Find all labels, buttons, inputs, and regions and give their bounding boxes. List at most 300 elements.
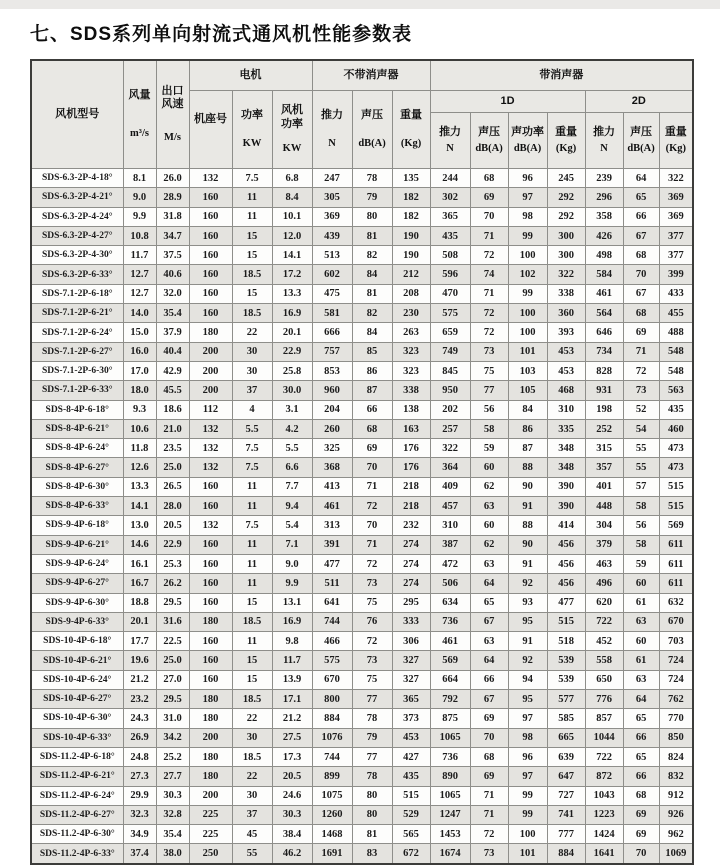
table-row bbox=[31, 825, 693, 844]
value-cell: 1065 bbox=[430, 786, 470, 805]
value-cell: 71 bbox=[470, 786, 508, 805]
value-cell: 69 bbox=[623, 825, 659, 844]
value-cell: 62 bbox=[470, 477, 508, 496]
value-cell: 365 bbox=[392, 690, 430, 709]
value-cell: 72 bbox=[470, 323, 508, 342]
col-header-weight-1d-label: 重量 bbox=[555, 125, 578, 138]
value-cell: 80 bbox=[352, 786, 392, 805]
value-cell: 138 bbox=[392, 400, 430, 419]
value-cell: 132 bbox=[189, 516, 232, 535]
table-row bbox=[31, 400, 693, 419]
value-cell: 762 bbox=[659, 690, 693, 709]
value-cell: 65 bbox=[623, 709, 659, 728]
value-cell: 5.4 bbox=[272, 516, 312, 535]
value-cell: 11.7 bbox=[272, 651, 312, 670]
value-cell: 80 bbox=[352, 207, 392, 226]
value-cell: 473 bbox=[659, 458, 693, 477]
col-header-model bbox=[31, 60, 123, 169]
value-cell: 426 bbox=[585, 226, 623, 245]
value-cell: 296 bbox=[585, 188, 623, 207]
value-cell: 475 bbox=[312, 284, 352, 303]
value-cell: 393 bbox=[547, 323, 585, 342]
value-cell: 97 bbox=[508, 188, 547, 207]
value-cell: 14.1 bbox=[123, 497, 156, 516]
value-cell: 79 bbox=[352, 188, 392, 207]
value-cell: 744 bbox=[312, 747, 352, 766]
value-cell: 29.9 bbox=[123, 786, 156, 805]
value-cell: 1043 bbox=[585, 786, 623, 805]
value-cell: 218 bbox=[392, 477, 430, 496]
table-row bbox=[31, 709, 693, 728]
value-cell: 232 bbox=[392, 516, 430, 535]
value-cell: 18.5 bbox=[232, 265, 272, 284]
value-cell: 327 bbox=[392, 670, 430, 689]
value-cell: 239 bbox=[585, 169, 623, 188]
col-header-airflow bbox=[123, 60, 156, 169]
value-cell: 71 bbox=[470, 226, 508, 245]
value-cell: 31.0 bbox=[156, 709, 189, 728]
value-cell: 508 bbox=[430, 246, 470, 265]
value-cell: 204 bbox=[312, 400, 352, 419]
value-cell: 86 bbox=[352, 361, 392, 380]
value-cell: 87 bbox=[352, 381, 392, 400]
value-cell: 72 bbox=[352, 554, 392, 573]
value-cell: 832 bbox=[659, 767, 693, 786]
value-cell: 460 bbox=[659, 419, 693, 438]
value-cell: 25.8 bbox=[272, 361, 312, 380]
value-cell: 313 bbox=[312, 516, 352, 535]
col-header-outlet-speed-label: 出口风速 bbox=[161, 84, 184, 110]
value-cell: 99 bbox=[508, 284, 547, 303]
value-cell: 23.5 bbox=[156, 439, 189, 458]
value-cell: 457 bbox=[430, 497, 470, 516]
value-cell: 7.5 bbox=[232, 169, 272, 188]
value-cell: 9.9 bbox=[123, 207, 156, 226]
value-cell: 23.2 bbox=[123, 690, 156, 709]
value-cell: 18.6 bbox=[156, 400, 189, 419]
table-row bbox=[31, 728, 693, 747]
value-cell: 132 bbox=[189, 439, 232, 458]
value-cell: 9.0 bbox=[272, 554, 312, 573]
value-cell: 64 bbox=[470, 651, 508, 670]
value-cell: 5.5 bbox=[232, 419, 272, 438]
col-header-sound-power-1d-unit: dB(A) bbox=[513, 143, 542, 155]
col-header-thrust-2d bbox=[585, 113, 623, 169]
value-cell: 455 bbox=[659, 304, 693, 323]
value-cell: 18.5 bbox=[232, 612, 272, 631]
value-cell: 65 bbox=[623, 747, 659, 766]
col-header-pressure-nosil-label: 声压 bbox=[361, 108, 384, 121]
value-cell: 70 bbox=[470, 728, 508, 747]
value-cell: 230 bbox=[392, 304, 430, 323]
value-cell: 27.0 bbox=[156, 670, 189, 689]
value-cell: 77 bbox=[352, 747, 392, 766]
value-cell: 8.1 bbox=[123, 169, 156, 188]
model-cell: SDS-7.1-2P-6-18° bbox=[31, 284, 123, 303]
value-cell: 800 bbox=[312, 690, 352, 709]
value-cell: 22 bbox=[232, 709, 272, 728]
value-cell: 736 bbox=[430, 612, 470, 631]
value-cell: 62 bbox=[470, 535, 508, 554]
model-cell: SDS-8-4P-6-21° bbox=[31, 419, 123, 438]
value-cell: 71 bbox=[470, 805, 508, 824]
value-cell: 515 bbox=[659, 497, 693, 516]
value-cell: 401 bbox=[585, 477, 623, 496]
value-cell: 18.5 bbox=[232, 690, 272, 709]
value-cell: 21.2 bbox=[123, 670, 156, 689]
value-cell: 160 bbox=[189, 535, 232, 554]
table-row bbox=[31, 342, 693, 361]
value-cell: 453 bbox=[547, 361, 585, 380]
value-cell: 724 bbox=[659, 670, 693, 689]
value-cell: 257 bbox=[430, 419, 470, 438]
model-cell: SDS-6.3-2P-4-27° bbox=[31, 226, 123, 245]
value-cell: 59 bbox=[470, 439, 508, 458]
value-cell: 6.8 bbox=[272, 169, 312, 188]
value-cell: 777 bbox=[547, 825, 585, 844]
model-cell: SDS-6.3-2P-4-18° bbox=[31, 169, 123, 188]
col-header-frame-size bbox=[189, 91, 232, 169]
value-cell: 569 bbox=[430, 651, 470, 670]
value-cell: 470 bbox=[430, 284, 470, 303]
table-row bbox=[31, 265, 693, 284]
value-cell: 180 bbox=[189, 767, 232, 786]
value-cell: 639 bbox=[547, 747, 585, 766]
value-cell: 558 bbox=[585, 651, 623, 670]
value-cell: 734 bbox=[585, 342, 623, 361]
table-row bbox=[31, 554, 693, 573]
value-cell: 22.9 bbox=[272, 342, 312, 361]
value-cell: 274 bbox=[392, 554, 430, 573]
value-cell: 30.3 bbox=[156, 786, 189, 805]
value-cell: 1044 bbox=[585, 728, 623, 747]
value-cell: 38.4 bbox=[272, 825, 312, 844]
value-cell: 539 bbox=[547, 670, 585, 689]
col-header-thrust-nosil bbox=[312, 91, 352, 169]
value-cell: 57 bbox=[623, 477, 659, 496]
value-cell: 24.3 bbox=[123, 709, 156, 728]
value-cell: 87 bbox=[508, 439, 547, 458]
value-cell: 323 bbox=[392, 361, 430, 380]
value-cell: 37 bbox=[232, 805, 272, 824]
value-cell: 100 bbox=[508, 246, 547, 265]
value-cell: 65 bbox=[623, 188, 659, 207]
value-cell: 263 bbox=[392, 323, 430, 342]
value-cell: 29.5 bbox=[156, 593, 189, 612]
value-cell: 95 bbox=[508, 690, 547, 709]
value-cell: 69 bbox=[470, 188, 508, 207]
value-cell: 292 bbox=[547, 207, 585, 226]
value-cell: 69 bbox=[470, 709, 508, 728]
value-cell: 16.1 bbox=[123, 554, 156, 573]
value-cell: 98 bbox=[508, 728, 547, 747]
value-cell: 585 bbox=[547, 709, 585, 728]
value-cell: 1260 bbox=[312, 805, 352, 824]
value-cell: 28.0 bbox=[156, 497, 189, 516]
value-cell: 96 bbox=[508, 747, 547, 766]
table-row bbox=[31, 844, 693, 864]
value-cell: 72 bbox=[470, 825, 508, 844]
value-cell: 176 bbox=[392, 458, 430, 477]
value-cell: 45 bbox=[232, 825, 272, 844]
value-cell: 4.2 bbox=[272, 419, 312, 438]
col-header-power-label: 功率 bbox=[241, 108, 263, 121]
fan-performance-table bbox=[30, 59, 694, 865]
value-cell: 15 bbox=[232, 246, 272, 265]
value-cell: 463 bbox=[585, 554, 623, 573]
value-cell: 34.9 bbox=[123, 825, 156, 844]
table-row bbox=[31, 226, 693, 245]
value-cell: 11 bbox=[232, 535, 272, 554]
value-cell: 1468 bbox=[312, 825, 352, 844]
value-cell: 11 bbox=[232, 188, 272, 207]
value-cell: 857 bbox=[585, 709, 623, 728]
value-cell: 10.6 bbox=[123, 419, 156, 438]
col-header-fan-power-unit: KW bbox=[282, 142, 302, 154]
col-header-thrust-1d bbox=[430, 113, 470, 169]
value-cell: 884 bbox=[547, 844, 585, 864]
value-cell: 466 bbox=[312, 632, 352, 651]
value-cell: 17.3 bbox=[272, 747, 312, 766]
col-header-weight-nosil-label: 重量 bbox=[400, 108, 423, 121]
value-cell: 744 bbox=[312, 612, 352, 631]
value-cell: 506 bbox=[430, 574, 470, 593]
value-cell: 34.2 bbox=[156, 728, 189, 747]
value-cell: 369 bbox=[659, 188, 693, 207]
model-cell: SDS-8-4P-6-27° bbox=[31, 458, 123, 477]
value-cell: 853 bbox=[312, 361, 352, 380]
value-cell: 208 bbox=[392, 284, 430, 303]
table-row bbox=[31, 361, 693, 380]
value-cell: 453 bbox=[392, 728, 430, 747]
value-cell: 513 bbox=[312, 246, 352, 265]
value-cell: 88 bbox=[508, 458, 547, 477]
col-header-pressure-1d-unit: dB(A) bbox=[475, 143, 503, 155]
value-cell: 103 bbox=[508, 361, 547, 380]
value-cell: 387 bbox=[430, 535, 470, 554]
value-cell: 456 bbox=[547, 554, 585, 573]
value-cell: 596 bbox=[430, 265, 470, 284]
value-cell: 56 bbox=[470, 400, 508, 419]
value-cell: 409 bbox=[430, 477, 470, 496]
value-cell: 584 bbox=[585, 265, 623, 284]
value-cell: 304 bbox=[585, 516, 623, 535]
value-cell: 770 bbox=[659, 709, 693, 728]
value-cell: 413 bbox=[312, 477, 352, 496]
value-cell: 72 bbox=[623, 361, 659, 380]
value-cell: 575 bbox=[430, 304, 470, 323]
value-cell: 60 bbox=[470, 458, 508, 477]
value-cell: 325 bbox=[312, 439, 352, 458]
value-cell: 63 bbox=[470, 554, 508, 573]
value-cell: 11 bbox=[232, 574, 272, 593]
value-cell: 647 bbox=[547, 767, 585, 786]
value-cell: 100 bbox=[508, 825, 547, 844]
value-cell: 511 bbox=[312, 574, 352, 593]
value-cell: 468 bbox=[547, 381, 585, 400]
value-cell: 6.6 bbox=[272, 458, 312, 477]
value-cell: 515 bbox=[659, 477, 693, 496]
value-cell: 323 bbox=[392, 342, 430, 361]
value-cell: 335 bbox=[547, 419, 585, 438]
value-cell: 68 bbox=[470, 747, 508, 766]
value-cell: 477 bbox=[547, 593, 585, 612]
table-row bbox=[31, 805, 693, 824]
value-cell: 69 bbox=[352, 439, 392, 458]
value-cell: 69 bbox=[623, 805, 659, 824]
value-cell: 68 bbox=[352, 419, 392, 438]
value-cell: 12.6 bbox=[123, 458, 156, 477]
value-cell: 182 bbox=[392, 188, 430, 207]
value-cell: 66 bbox=[470, 670, 508, 689]
page-title: 七、SDS系列单向射流式通风机性能参数表 bbox=[30, 24, 413, 45]
value-cell: 20.5 bbox=[156, 516, 189, 535]
value-cell: 1069 bbox=[659, 844, 693, 864]
value-cell: 875 bbox=[430, 709, 470, 728]
value-cell: 160 bbox=[189, 574, 232, 593]
value-cell: 736 bbox=[430, 747, 470, 766]
table-row bbox=[31, 381, 693, 400]
value-cell: 102 bbox=[508, 265, 547, 284]
value-cell: 26.2 bbox=[156, 574, 189, 593]
table-row bbox=[31, 304, 693, 323]
model-cell: SDS-6.3-2P-4-30° bbox=[31, 246, 123, 265]
value-cell: 9.3 bbox=[123, 400, 156, 419]
value-cell: 473 bbox=[659, 439, 693, 458]
value-cell: 433 bbox=[659, 284, 693, 303]
value-cell: 368 bbox=[312, 458, 352, 477]
table-row bbox=[31, 747, 693, 766]
value-cell: 182 bbox=[392, 207, 430, 226]
value-cell: 11.8 bbox=[123, 439, 156, 458]
table-row bbox=[31, 612, 693, 631]
value-cell: 71 bbox=[352, 535, 392, 554]
value-cell: 741 bbox=[547, 805, 585, 824]
value-cell: 890 bbox=[430, 767, 470, 786]
value-cell: 71 bbox=[470, 284, 508, 303]
value-cell: 7.5 bbox=[232, 458, 272, 477]
value-cell: 37.4 bbox=[123, 844, 156, 864]
col-header-frame-size-label: 机座号 bbox=[194, 112, 227, 125]
value-cell: 68 bbox=[470, 169, 508, 188]
value-cell: 377 bbox=[659, 226, 693, 245]
value-cell: 435 bbox=[430, 226, 470, 245]
value-cell: 60 bbox=[623, 574, 659, 593]
model-cell: SDS-8-4P-6-18° bbox=[31, 400, 123, 419]
value-cell: 160 bbox=[189, 632, 232, 651]
value-cell: 27.7 bbox=[156, 767, 189, 786]
value-cell: 14.6 bbox=[123, 535, 156, 554]
value-cell: 135 bbox=[392, 169, 430, 188]
table-row bbox=[31, 535, 693, 554]
value-cell: 611 bbox=[659, 554, 693, 573]
value-cell: 722 bbox=[585, 747, 623, 766]
table-row bbox=[31, 477, 693, 496]
value-cell: 37 bbox=[232, 381, 272, 400]
value-cell: 13.0 bbox=[123, 516, 156, 535]
col-header-pressure-nosil-unit: dB(A) bbox=[358, 137, 386, 149]
value-cell: 7.1 bbox=[272, 535, 312, 554]
value-cell: 15 bbox=[232, 284, 272, 303]
value-cell: 200 bbox=[189, 342, 232, 361]
value-cell: 26.5 bbox=[156, 477, 189, 496]
value-cell: 9.9 bbox=[272, 574, 312, 593]
value-cell: 569 bbox=[659, 516, 693, 535]
value-cell: 20.5 bbox=[272, 767, 312, 786]
value-cell: 461 bbox=[430, 632, 470, 651]
model-cell: SDS-8-4P-6-24° bbox=[31, 439, 123, 458]
col-header-pressure-1d bbox=[470, 113, 508, 169]
value-cell: 620 bbox=[585, 593, 623, 612]
value-cell: 472 bbox=[430, 554, 470, 573]
col-header-model-label: 风机型号 bbox=[55, 108, 100, 121]
value-cell: 30.0 bbox=[272, 381, 312, 400]
value-cell: 180 bbox=[189, 709, 232, 728]
model-cell: SDS-7.1-2P-6-33° bbox=[31, 381, 123, 400]
value-cell: 77 bbox=[470, 381, 508, 400]
table-row bbox=[31, 458, 693, 477]
value-cell: 55 bbox=[623, 439, 659, 458]
table-row bbox=[31, 690, 693, 709]
value-cell: 52 bbox=[623, 400, 659, 419]
value-cell: 67 bbox=[470, 690, 508, 709]
value-cell: 37.9 bbox=[156, 323, 189, 342]
value-cell: 244 bbox=[430, 169, 470, 188]
value-cell: 390 bbox=[547, 497, 585, 516]
table-row bbox=[31, 188, 693, 207]
value-cell: 10.8 bbox=[123, 226, 156, 245]
value-cell: 641 bbox=[312, 593, 352, 612]
model-cell: SDS-7.1-2P-6-27° bbox=[31, 342, 123, 361]
value-cell: 200 bbox=[189, 786, 232, 805]
value-cell: 35.4 bbox=[156, 825, 189, 844]
value-cell: 962 bbox=[659, 825, 693, 844]
value-cell: 70 bbox=[352, 516, 392, 535]
value-cell: 24.8 bbox=[123, 747, 156, 766]
col-header-fan-power-label: 风机功率 bbox=[281, 104, 304, 130]
model-cell: SDS-9-4P-6-30° bbox=[31, 593, 123, 612]
value-cell: 727 bbox=[547, 786, 585, 805]
value-cell: 64 bbox=[623, 169, 659, 188]
model-cell: SDS-10-4P-6-18° bbox=[31, 632, 123, 651]
value-cell: 160 bbox=[189, 226, 232, 245]
value-cell: 77 bbox=[352, 690, 392, 709]
value-cell: 101 bbox=[508, 342, 547, 361]
value-cell: 27.3 bbox=[123, 767, 156, 786]
value-cell: 32.8 bbox=[156, 805, 189, 824]
value-cell: 373 bbox=[392, 709, 430, 728]
value-cell: 73 bbox=[470, 342, 508, 361]
value-cell: 333 bbox=[392, 612, 430, 631]
value-cell: 45.5 bbox=[156, 381, 189, 400]
value-cell: 212 bbox=[392, 265, 430, 284]
value-cell: 11 bbox=[232, 207, 272, 226]
value-cell: 358 bbox=[585, 207, 623, 226]
value-cell: 828 bbox=[585, 361, 623, 380]
model-cell: SDS-8-4P-6-30° bbox=[31, 477, 123, 496]
value-cell: 461 bbox=[312, 497, 352, 516]
value-cell: 757 bbox=[312, 342, 352, 361]
value-cell: 448 bbox=[585, 497, 623, 516]
value-cell: 13.3 bbox=[272, 284, 312, 303]
table-body bbox=[31, 169, 693, 864]
value-cell: 666 bbox=[312, 323, 352, 342]
value-cell: 1691 bbox=[312, 844, 352, 864]
value-cell: 82 bbox=[352, 246, 392, 265]
value-cell: 338 bbox=[547, 284, 585, 303]
value-cell: 60 bbox=[470, 516, 508, 535]
value-cell: 99 bbox=[508, 805, 547, 824]
